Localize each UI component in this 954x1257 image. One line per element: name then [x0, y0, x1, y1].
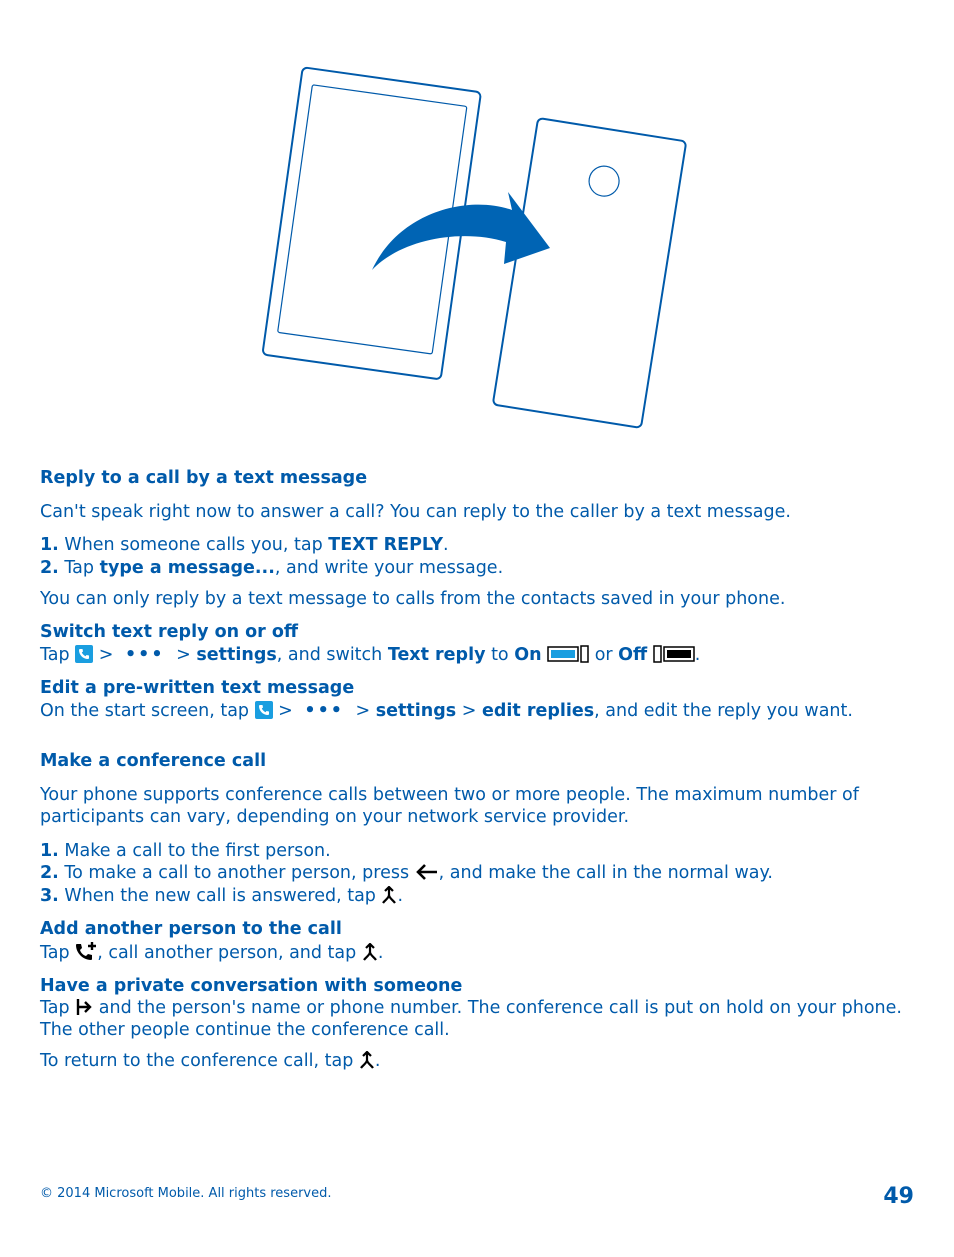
instruction-edit — [40, 700, 853, 722]
private-call-icon — [75, 998, 93, 1016]
ui-label-on: On — [514, 645, 542, 665]
subheading-private: Have a private conversation with someone — [40, 976, 463, 996]
ui-label-edit-replies: edit replies — [481, 701, 595, 721]
text: to — [485, 645, 515, 665]
add-call-icon — [75, 941, 97, 961]
text: Tap — [40, 943, 76, 963]
ui-label-settings: settings — [196, 645, 277, 665]
phone-tile-icon — [75, 645, 93, 663]
step-number: 1. — [40, 841, 59, 861]
step-2 — [40, 557, 503, 579]
separator: > — [349, 701, 376, 721]
ui-label: type a message... — [99, 558, 275, 578]
phone-back-outline — [493, 118, 687, 428]
text: Tap — [40, 998, 76, 1018]
phone-flip-illustration — [250, 60, 710, 440]
toggle-off-icon — [653, 645, 695, 663]
more-dots-icon: ••• — [125, 645, 165, 665]
step-3 — [40, 885, 403, 907]
toggle-on-icon — [547, 645, 589, 663]
text: To return to the conference call, tap — [40, 1051, 359, 1071]
step-number: 3. — [40, 886, 59, 906]
step-number: 2. — [40, 558, 59, 578]
subheading-switch: Switch text reply on or off — [40, 622, 299, 642]
step-text: When someone calls you, tap — [58, 535, 329, 555]
separator: > — [272, 701, 299, 721]
step-1 — [40, 534, 449, 556]
flip-arrow-icon — [372, 192, 550, 270]
text: Tap — [40, 645, 76, 665]
step-number: 1. — [40, 535, 59, 555]
step-end: , and write your message. — [274, 558, 504, 578]
back-arrow-icon — [415, 863, 439, 881]
section-heading-conference: Make a conference call — [40, 751, 267, 771]
section-heading-text-reply: Reply to a call by a text message — [40, 468, 368, 488]
subheading-edit: Edit a pre-written text message — [40, 678, 355, 698]
paragraph-intro-line1: Your phone supports conference calls between two or more people. The maximum number of — [40, 785, 859, 805]
step-text: To make a call to another person, press — [58, 863, 415, 883]
text: , and edit the reply you want. — [594, 701, 853, 721]
step-number: 2. — [40, 863, 59, 883]
step-text: Tap — [58, 558, 100, 578]
instruction-private-line2: The other people continue the conference call. — [40, 1020, 450, 1040]
copyright-footer: © 2014 Microsoft Mobile. All rights reserved. — [40, 1186, 332, 1201]
text: , and switch — [276, 645, 388, 665]
instruction-private-line1 — [40, 997, 902, 1019]
separator: > — [456, 701, 482, 721]
text: . — [374, 1051, 381, 1071]
paragraph-note: You can only reply by a text message to calls from the contacts saved in your phone. — [40, 589, 786, 609]
text: , call another person, and tap — [97, 943, 362, 963]
step-end: . — [443, 535, 449, 555]
ui-label: TEXT REPLY — [328, 535, 444, 555]
merge-calls-icon — [381, 886, 397, 904]
step-text: When the new call is answered, tap — [58, 886, 382, 906]
merge-calls-icon — [359, 1051, 375, 1069]
subheading-add-person: Add another person to the call — [40, 919, 342, 939]
instruction-return — [40, 1050, 380, 1072]
more-dots-icon: ••• — [304, 701, 344, 721]
separator: > — [170, 645, 197, 665]
text: and the person's name or phone number. The conference call is put on hold on your phone. — [93, 998, 902, 1018]
text: . — [377, 943, 384, 963]
page-number: 49 — [883, 1184, 914, 1209]
step-end: . — [397, 886, 404, 906]
step-end: , and make the call in the normal way. — [438, 863, 773, 883]
ui-label-text-reply: Text reply — [387, 645, 486, 665]
step-text: Make a call to the first person. — [58, 841, 331, 861]
instruction-switch — [40, 644, 700, 666]
paragraph-intro-line2: participants can vary, depending on your network service provider. — [40, 807, 630, 827]
separator: > — [93, 645, 119, 665]
text: On the start screen, tap — [40, 701, 255, 721]
text: or — [589, 645, 619, 665]
phone-tile-icon — [255, 701, 273, 719]
ui-label-settings: settings — [375, 701, 457, 721]
text: . — [694, 645, 701, 665]
ui-label-off: Off — [618, 645, 648, 665]
paragraph-intro: Can't speak right now to answer a call? You can reply to the caller by a text message. — [40, 502, 791, 522]
step-1 — [40, 840, 331, 862]
instruction-add-person — [40, 941, 383, 964]
merge-calls-icon — [362, 943, 378, 961]
step-2 — [40, 862, 773, 884]
